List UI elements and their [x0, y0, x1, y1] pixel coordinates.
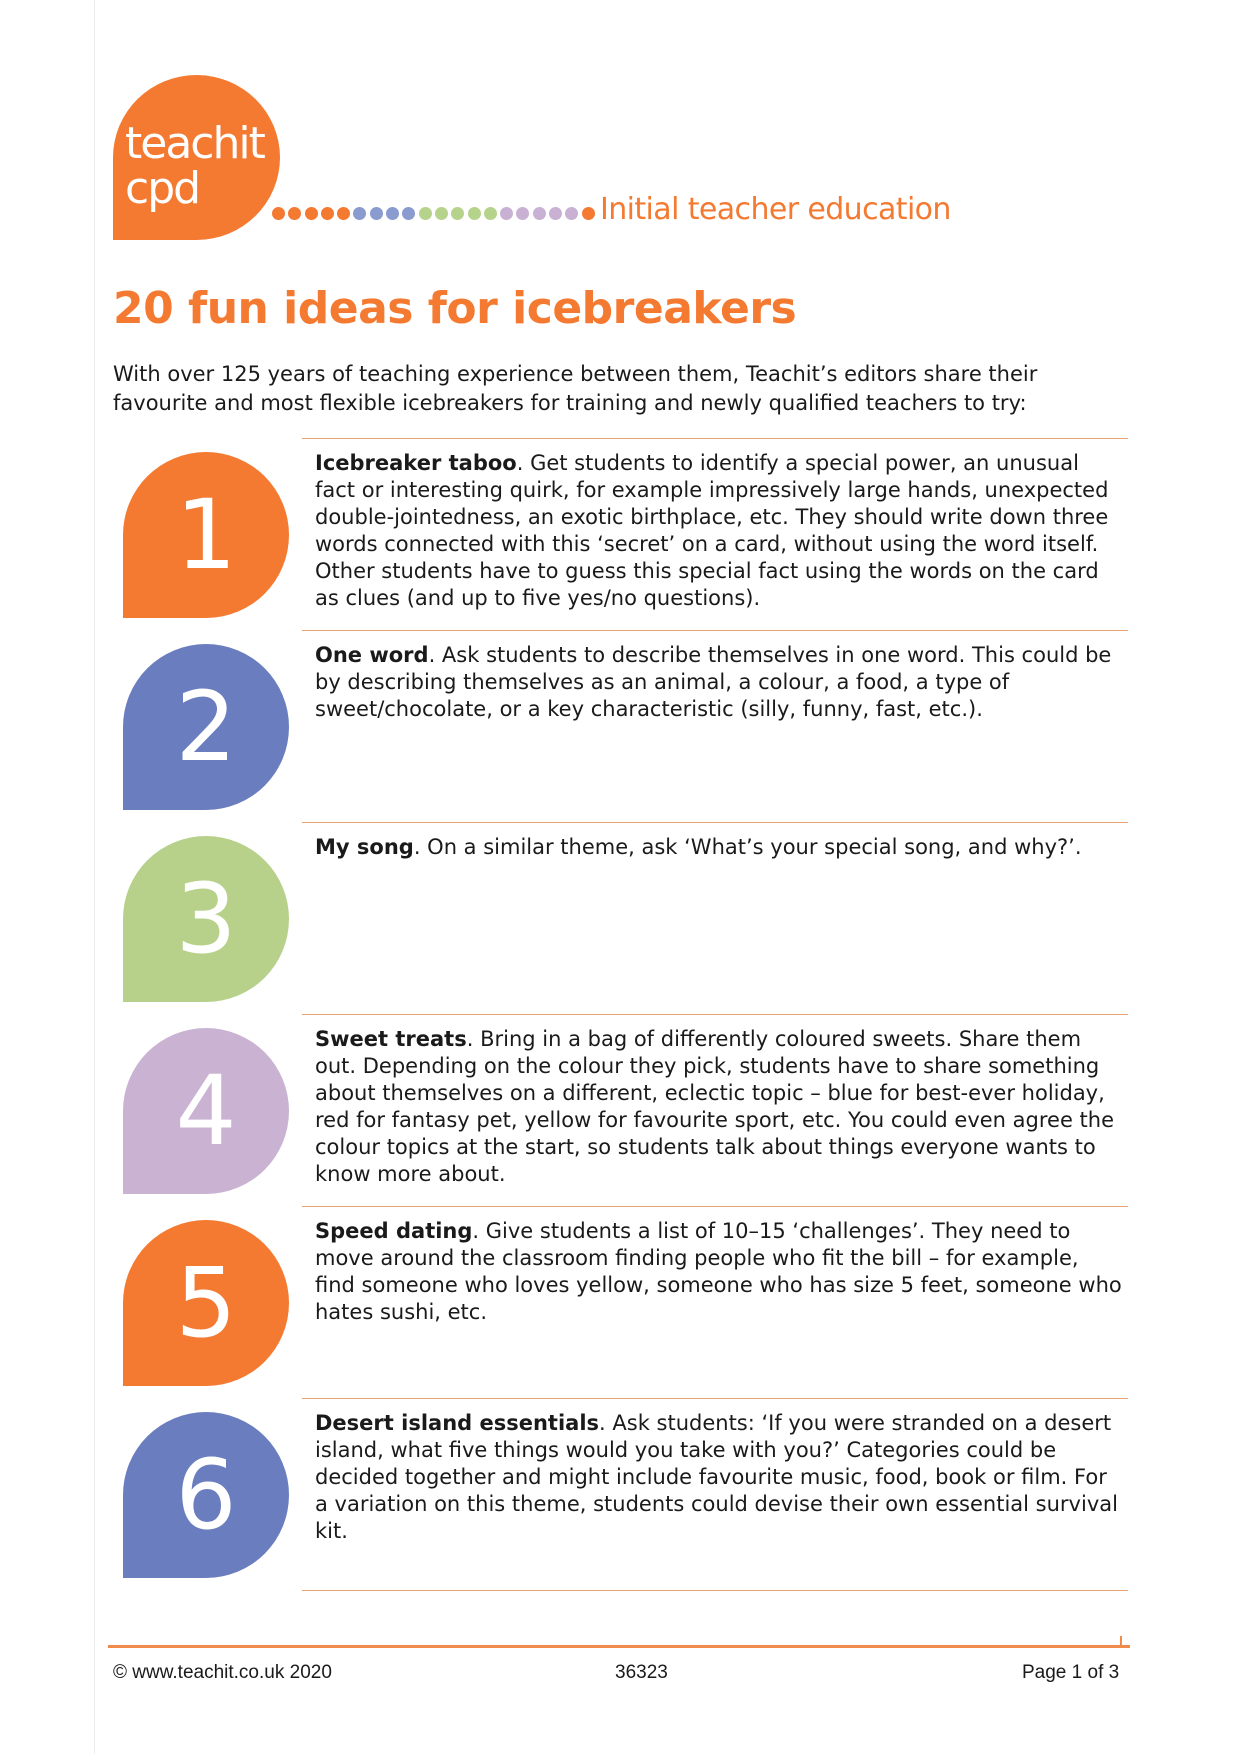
- footer-resource-code: 36323: [615, 1662, 668, 1683]
- item-text: [315, 1026, 1125, 1188]
- item-text: [315, 1218, 1125, 1326]
- item-body: . Ask students to describe themselves in one word. This could be by describing themselves as an animal, a colour, a food, a type of sweet/chocolate, or a key characteristic (silly, funny, fast, etc.).: [315, 643, 1112, 721]
- logo-text: [125, 118, 264, 214]
- number-badge: [123, 836, 289, 1002]
- page-edge-line: [94, 0, 95, 1754]
- item-heading: Sweet treats: [315, 1027, 467, 1051]
- intro-paragraph: With over 125 years of teaching experience between them, Teachit’s editors share their favourite and most flexible icebreakers for training and newly qualified teachers to try:: [113, 362, 1038, 415]
- divider-dot: [468, 207, 481, 220]
- badge-number: 5: [175, 1247, 237, 1359]
- item-heading: Desert island essentials: [315, 1411, 600, 1435]
- item-divider: [302, 1590, 1128, 1591]
- footer-copyright: © www.teachit.co.uk 2020: [113, 1662, 332, 1683]
- item-heading: My song: [315, 835, 414, 859]
- item-body: . Bring in a bag of differently coloured sweets. Share them out. Depending on the colour they pick, students have to share something about themselves on a different, eclectic topic – blue for best-ever holiday, red for fantasy pet, yellow for favourite sport, etc. You could even agree the colour topics at the start, so students talk about things everyone wants to know more about.: [315, 1027, 1115, 1186]
- header-tagline: Initial teacher education: [600, 192, 951, 227]
- item-heading: One word: [315, 643, 429, 667]
- number-badge: [123, 452, 289, 618]
- number-badge: [123, 1412, 289, 1578]
- item-body: . Give students a list of 10–15 ‘challenges’. They need to move around the classroom finding people who fit the bill – for example, find someone who loves yellow, someone who has size 5 feet, someone who hates sushi, etc.: [315, 1219, 1122, 1324]
- divider-dot: [500, 207, 513, 220]
- item-body: . Get students to identify a special power, an unusual fact or interesting quirk, for example impressively large hands, unexpected double-jointedness, an exotic birthplace, etc. They should write down three words connected with this ‘secret’ on a card, without using the word itself. Other students have to guess this special fact using the words on the card as clues (and up to five yes/no questions).: [315, 451, 1109, 610]
- item-body: . Ask students: ‘If you were stranded on a desert island, what five things would you take with you?’ Categories could be decided together and might include favourite music, food, book or film. For a variation on this theme, students could devise their own essential survival kit.: [315, 1411, 1118, 1543]
- divider-dot: [533, 207, 546, 220]
- logo-line-cpd: cpd: [125, 163, 200, 214]
- badge-number: 6: [175, 1439, 237, 1551]
- item-divider: [302, 822, 1128, 823]
- page-title: 20 fun ideas for icebreakers: [113, 283, 797, 334]
- divider-dot: [321, 207, 334, 220]
- divider-dot: [370, 207, 383, 220]
- item-heading: Icebreaker taboo: [315, 451, 517, 475]
- divider-dot: [402, 207, 415, 220]
- item-divider: [302, 438, 1128, 439]
- divider-dot: [353, 207, 366, 220]
- item-divider: [302, 1398, 1128, 1399]
- item-text: [315, 1410, 1125, 1545]
- footer-rule: [108, 1645, 1130, 1648]
- divider-dot: [288, 207, 301, 220]
- number-badge: [123, 644, 289, 810]
- divider-dot: [516, 207, 529, 220]
- divider-dot: [419, 207, 432, 220]
- divider-dot: [435, 207, 448, 220]
- item-divider: [302, 1014, 1128, 1015]
- item-text: [315, 834, 1125, 861]
- divider-dot: [305, 207, 318, 220]
- badge-number: 4: [175, 1055, 237, 1167]
- item-divider: [302, 1206, 1128, 1207]
- divider-dot: [549, 207, 562, 220]
- teachit-cpd-logo: [113, 75, 280, 240]
- divider-dot: [484, 207, 497, 220]
- badge-number: 2: [175, 671, 237, 783]
- divider-dot: [272, 207, 285, 220]
- number-badge: [123, 1028, 289, 1194]
- footer-page-number: Page 1 of 3: [1022, 1662, 1120, 1683]
- badge-number: 1: [175, 479, 237, 591]
- item-divider: [302, 630, 1128, 631]
- divider-dot: [451, 207, 464, 220]
- badge-number: 3: [175, 863, 237, 975]
- item-text: [315, 642, 1125, 723]
- item-text: [315, 450, 1125, 612]
- divider-dot: [337, 207, 350, 220]
- item-body: . On a similar theme, ask ‘What’s your special song, and why?’.: [413, 835, 1082, 859]
- divider-dot: [386, 207, 399, 220]
- divider-dot: [565, 207, 578, 220]
- divider-dot: [582, 207, 595, 220]
- logo-line-teachit: teachit: [125, 118, 264, 169]
- number-badge: [123, 1220, 289, 1386]
- dot-divider: [272, 207, 595, 220]
- footer-tick: [1120, 1636, 1122, 1648]
- item-heading: Speed dating: [315, 1219, 473, 1243]
